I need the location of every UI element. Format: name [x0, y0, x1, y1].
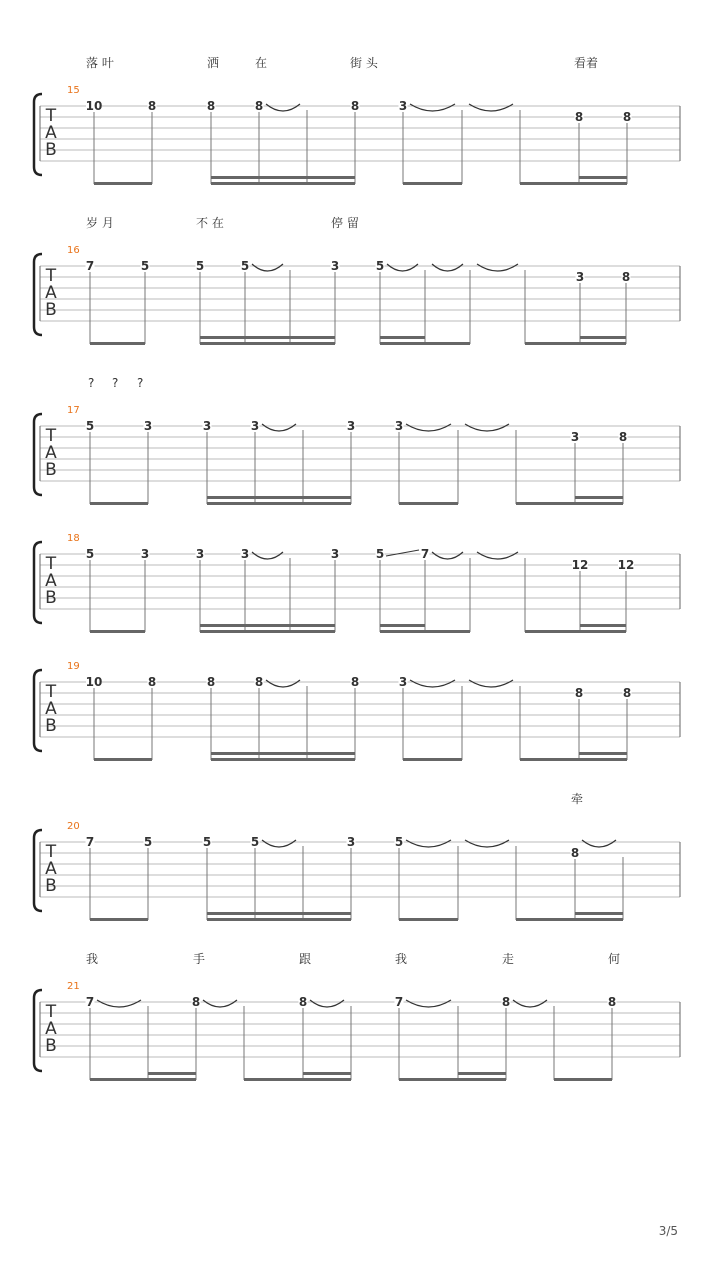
measure-number: 17 — [67, 405, 80, 416]
beam-secondary — [458, 1072, 506, 1075]
fret-number: 5 — [394, 835, 404, 849]
fret-number: 3 — [250, 419, 260, 433]
tie-arc — [266, 680, 300, 687]
beam — [207, 502, 351, 505]
tab-clef-letter: T — [45, 842, 57, 862]
beam — [148, 1078, 196, 1081]
beam-secondary — [579, 176, 627, 179]
fret-number: 3 — [398, 99, 408, 113]
fret-number: 5 — [202, 835, 212, 849]
tie-arc — [406, 424, 451, 431]
tie-arc — [410, 680, 455, 687]
tab-system-16 — [34, 215, 680, 345]
tie-arc — [262, 424, 296, 431]
beam — [303, 1078, 351, 1081]
lyric-syllable: 跟 — [299, 952, 312, 966]
fret-number: 8 — [622, 110, 632, 124]
tie-arc — [97, 1000, 141, 1007]
beam — [575, 918, 623, 921]
tie-arc — [387, 264, 418, 271]
tab-clef-letter: T — [45, 1002, 57, 1022]
fret-number: 8 — [350, 99, 360, 113]
lyric-syllable: 我 — [395, 952, 408, 966]
fret-number: 10 — [85, 675, 103, 689]
beam-secondary — [579, 752, 627, 755]
fret-number: 3 — [398, 675, 408, 689]
lyric-syllable: 走 — [502, 952, 515, 966]
tie-arc — [477, 264, 518, 271]
lyric-syllable: 洒 — [207, 56, 220, 70]
beam-secondary — [200, 336, 335, 339]
beam — [90, 342, 145, 345]
fret-number: 7 — [85, 259, 95, 273]
beam — [380, 630, 470, 633]
tie-arc — [432, 552, 463, 559]
tab-clef-letter: T — [45, 106, 57, 126]
lyric-syllable: 牵 — [571, 792, 584, 806]
beam — [554, 1078, 612, 1081]
tab-clef-letter: A — [45, 859, 57, 879]
beam — [90, 918, 148, 921]
fret-number: 8 — [350, 675, 360, 689]
tie-arc — [406, 840, 451, 847]
lyric-syllable: 在 — [255, 56, 268, 70]
fret-number: 8 — [574, 110, 584, 124]
beam-secondary — [207, 912, 351, 915]
beam — [399, 502, 458, 505]
tab-clef-letter: B — [45, 588, 57, 608]
beam — [403, 182, 462, 185]
fret-number: 8 — [254, 675, 264, 689]
fret-number: 8 — [298, 995, 308, 1009]
beam — [200, 630, 335, 633]
beam — [94, 758, 152, 761]
tab-system-20 — [34, 791, 680, 921]
tie-arc — [203, 1000, 237, 1007]
lyric-syllable: 落 叶 — [86, 56, 114, 70]
tie-arc — [262, 840, 296, 847]
fret-number: 3 — [330, 547, 340, 561]
fret-number: 8 — [206, 99, 216, 113]
beam — [399, 918, 458, 921]
fret-number: 5 — [85, 419, 95, 433]
fret-number: 3 — [240, 547, 250, 561]
fret-number: 8 — [618, 430, 628, 444]
beam-secondary — [380, 624, 425, 627]
tie-arc — [406, 1000, 451, 1007]
beam-secondary — [575, 496, 623, 499]
lyric-syllable: ? — [137, 376, 144, 390]
slide-line — [386, 550, 419, 556]
lyric-syllable: 看着 — [574, 56, 599, 70]
fret-number: 12 — [617, 558, 635, 572]
fret-number: 5 — [375, 547, 385, 561]
tab-clef-letter: A — [45, 571, 57, 591]
lyric-syllable: 手 — [193, 952, 206, 966]
measure-number: 15 — [67, 85, 80, 96]
measure-number: 16 — [67, 245, 80, 256]
fret-number: 8 — [254, 99, 264, 113]
tab-clef-letter: A — [45, 1019, 57, 1039]
tie-arc — [410, 104, 455, 111]
tab-clef-letter: B — [45, 300, 57, 320]
beam — [575, 502, 623, 505]
tie-arc — [513, 1000, 547, 1007]
tab-clef-letter: T — [45, 682, 57, 702]
beam — [200, 342, 335, 345]
fret-number: 7 — [420, 547, 430, 561]
beam — [380, 342, 470, 345]
beam — [207, 918, 351, 921]
tie-arc — [465, 840, 509, 847]
tie-arc — [266, 104, 300, 111]
lyric-syllable: 街 头 — [350, 56, 378, 70]
lyric-syllable: 何 — [608, 952, 621, 966]
tab-clef-letter: T — [45, 426, 57, 446]
fret-number: 8 — [574, 686, 584, 700]
tab-clef-letter: T — [45, 554, 57, 574]
fret-number: 7 — [394, 995, 404, 1009]
fret-number: 3 — [195, 547, 205, 561]
fret-number: 3 — [330, 259, 340, 273]
measure-number: 21 — [67, 981, 80, 992]
tie-arc — [432, 264, 463, 271]
beam — [579, 758, 627, 761]
beam-secondary — [207, 496, 351, 499]
beam — [403, 758, 462, 761]
beam-secondary — [148, 1072, 196, 1075]
beam — [90, 502, 148, 505]
fret-number: 5 — [240, 259, 250, 273]
tab-clef-letter: A — [45, 283, 57, 303]
fret-number: 5 — [375, 259, 385, 273]
fret-number: 3 — [202, 419, 212, 433]
tie-arc — [469, 680, 513, 687]
beam — [580, 630, 626, 633]
beam — [580, 342, 626, 345]
beam — [579, 182, 627, 185]
lyric-syllable: 停 留 — [331, 216, 359, 230]
beam — [458, 1078, 506, 1081]
tab-system-21 — [34, 951, 680, 1081]
measure-number: 18 — [67, 533, 80, 544]
tie-arc — [310, 1000, 344, 1007]
fret-number: 3 — [346, 419, 356, 433]
tie-arc — [252, 264, 283, 271]
fret-number: 8 — [501, 995, 511, 1009]
fret-number: 8 — [206, 675, 216, 689]
tab-clef-letter: B — [45, 716, 57, 736]
fret-number: 3 — [394, 419, 404, 433]
lyric-syllable: 不 在 — [196, 216, 224, 230]
fret-number: 8 — [622, 686, 632, 700]
lyric-syllable: 我 — [86, 952, 99, 966]
measure-number: 19 — [67, 661, 80, 672]
fret-number: 8 — [607, 995, 617, 1009]
beam — [94, 182, 152, 185]
tab-clef-letter: T — [45, 266, 57, 286]
measure-number: 20 — [67, 821, 80, 832]
beam-secondary — [575, 912, 623, 915]
beam — [211, 758, 355, 761]
tab-system-19 — [34, 661, 680, 761]
tab-system-17 — [34, 376, 680, 505]
fret-number: 5 — [85, 547, 95, 561]
tab-clef-letter: B — [45, 876, 57, 896]
tab-clef-letter: A — [45, 443, 57, 463]
tab-clef-letter: B — [45, 460, 57, 480]
page-number: 3/5 — [658, 1224, 678, 1238]
tab-system-18 — [34, 533, 680, 633]
tab-clef-letter: B — [45, 140, 57, 160]
beam-secondary — [211, 176, 355, 179]
beam-secondary — [211, 752, 355, 755]
beam-secondary — [580, 624, 626, 627]
fret-number: 5 — [143, 835, 153, 849]
fret-number: 7 — [85, 835, 95, 849]
tie-arc — [469, 104, 513, 111]
fret-number: 8 — [147, 675, 157, 689]
fret-number: 3 — [575, 270, 585, 284]
fret-number: 3 — [570, 430, 580, 444]
tab-clef-letter: A — [45, 699, 57, 719]
fret-number: 5 — [250, 835, 260, 849]
beam-secondary — [200, 624, 335, 627]
beam — [211, 182, 355, 185]
tie-arc — [465, 424, 509, 431]
tab-clef-letter: B — [45, 1036, 57, 1056]
lyric-syllable: 岁 月 — [86, 216, 114, 230]
fret-number: 3 — [140, 547, 150, 561]
beam-secondary — [303, 1072, 351, 1075]
fret-number: 7 — [85, 995, 95, 1009]
tie-arc — [582, 840, 616, 847]
lyric-syllable: ? — [112, 376, 119, 390]
fret-number: 10 — [85, 99, 103, 113]
fret-number: 3 — [346, 835, 356, 849]
fret-number: 12 — [571, 558, 589, 572]
beam-secondary — [580, 336, 626, 339]
beam-secondary — [380, 336, 425, 339]
lyric-syllable: ? — [88, 376, 95, 390]
fret-number: 8 — [621, 270, 631, 284]
fret-number: 3 — [143, 419, 153, 433]
beam — [90, 630, 145, 633]
tab-system-15 — [34, 55, 680, 185]
fret-number: 5 — [195, 259, 205, 273]
fret-number: 8 — [570, 846, 580, 860]
tie-arc — [252, 552, 283, 559]
fret-number: 8 — [147, 99, 157, 113]
fret-number: 5 — [140, 259, 150, 273]
tab-clef-letter: A — [45, 123, 57, 143]
tie-arc — [477, 552, 518, 559]
fret-number: 8 — [191, 995, 201, 1009]
